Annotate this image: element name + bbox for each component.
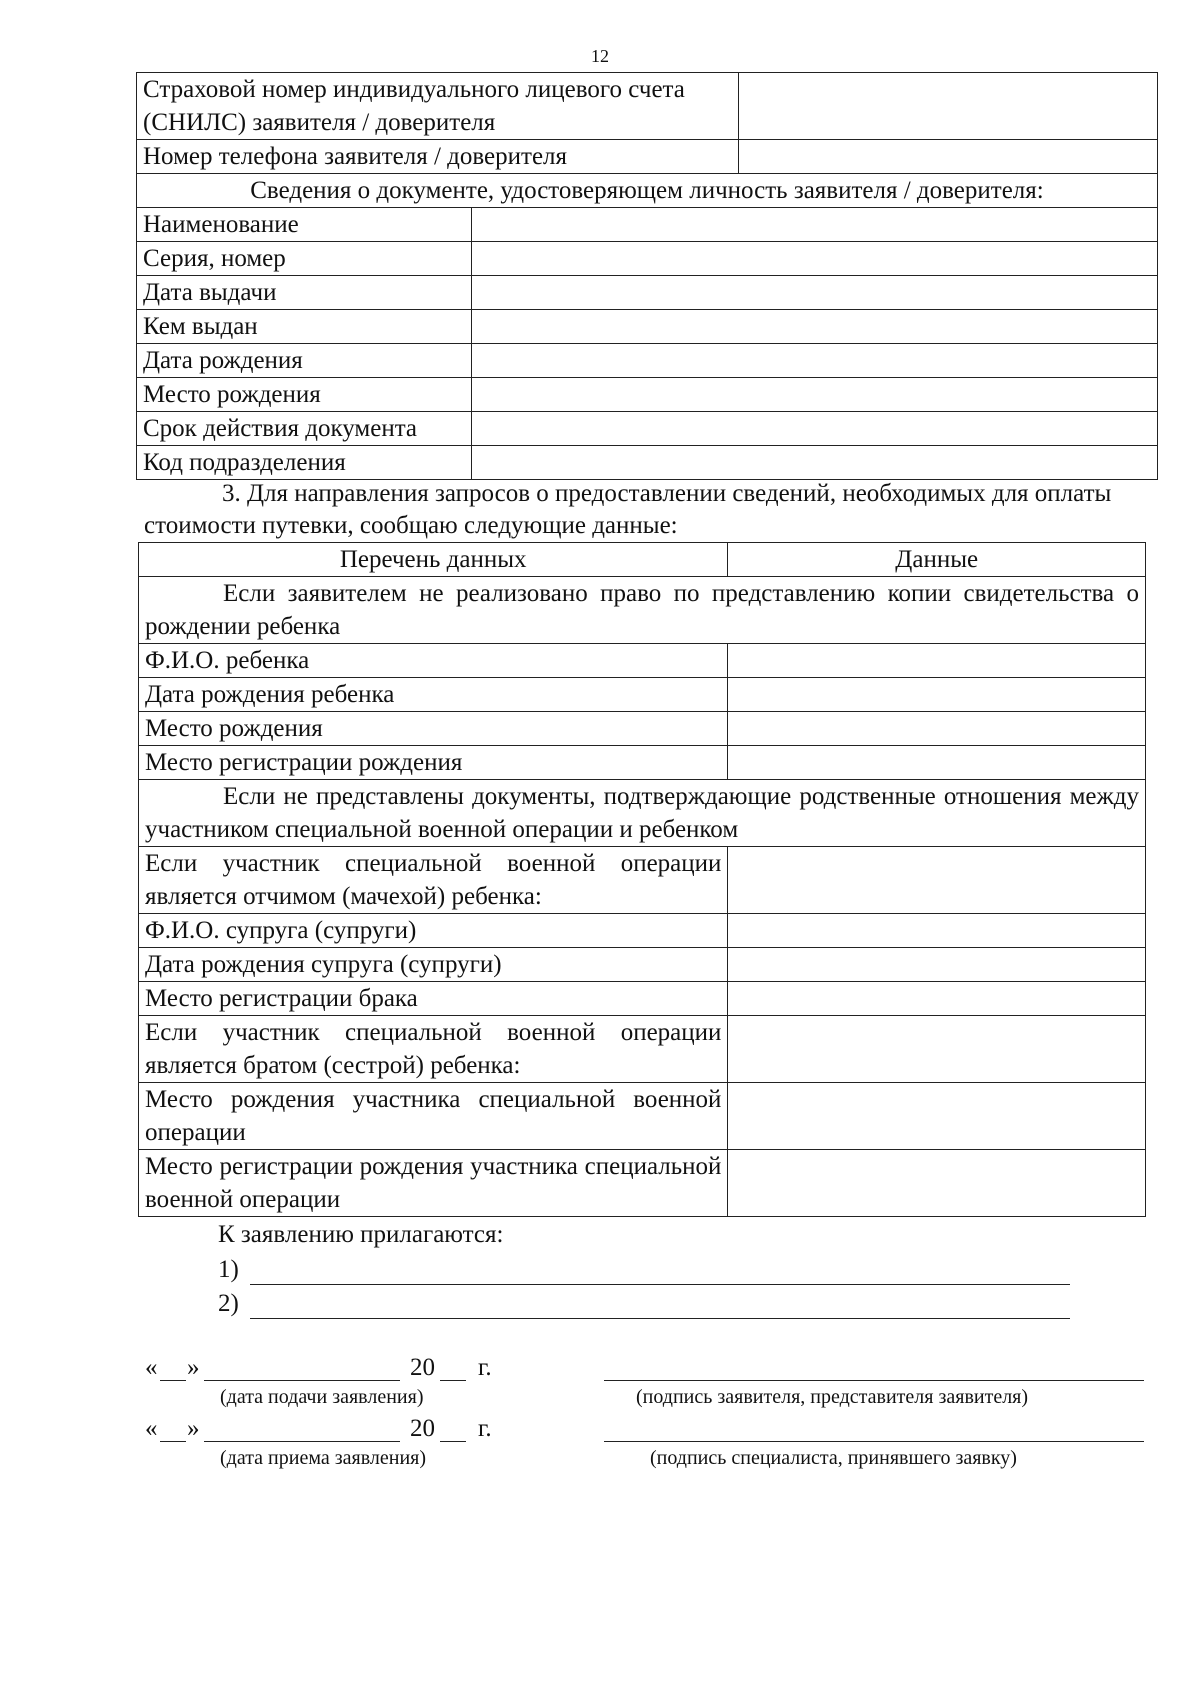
- applicant-signature-line[interactable]: [604, 1380, 1144, 1381]
- document-row-value-cell[interactable]: [471, 208, 1157, 242]
- phone-row: [137, 140, 1158, 174]
- data-row-value-cell[interactable]: [728, 712, 1146, 746]
- request-data-table: [138, 542, 1146, 1217]
- table-row: [137, 242, 1158, 276]
- data-row-value-cell[interactable]: [728, 914, 1146, 948]
- group-header-row: [139, 577, 1146, 644]
- document-header-row: [137, 174, 1158, 208]
- data-row-label: Дата рождения супруга (супруги): [139, 948, 728, 982]
- submission-date-quote-open: «: [145, 1354, 158, 1381]
- document-row-label: Место рождения: [137, 378, 472, 412]
- submission-year-suffix: г.: [478, 1354, 492, 1381]
- document-row-label: Наименование: [137, 208, 472, 242]
- data-row-label: Дата рождения ребенка: [139, 678, 728, 712]
- column-header-row: [139, 543, 1146, 577]
- column-header-data-list: Перечень данных: [139, 543, 728, 577]
- data-row-label: Если участник специальной военной операции является отчимом (мачехой) ребенка:: [139, 847, 728, 914]
- table-row: [139, 712, 1146, 746]
- document-row-label: Срок действия документа: [137, 412, 472, 446]
- table-row: [137, 310, 1158, 344]
- table-row: [137, 412, 1158, 446]
- data-row-label: Если участник специальной военной операции является братом (сестрой) ребенка:: [139, 1016, 728, 1083]
- snils-row: [137, 73, 1158, 140]
- section3-text: 3. Для направления запросов о предоставлении сведений, необходимых для оплаты стоимости путевки, сообщаю следующие данные:: [144, 480, 1112, 539]
- document-row-value-cell[interactable]: [471, 242, 1157, 276]
- snils-label: Страховой номер индивидуального лицевого счета (СНИЛС) заявителя / доверителя: [137, 73, 739, 140]
- data-row-label: Место регистрации брака: [139, 982, 728, 1016]
- submission-year-line[interactable]: [440, 1380, 466, 1381]
- table-row: [139, 914, 1146, 948]
- phone-label: Номер телефона заявителя / доверителя: [137, 140, 739, 174]
- document-row-label: Серия, номер: [137, 242, 472, 276]
- table-row: [139, 1083, 1146, 1150]
- data-row-value-cell[interactable]: [728, 847, 1146, 914]
- acceptance-month-line[interactable]: [204, 1441, 400, 1442]
- data-row-label: Место регистрации рождения: [139, 746, 728, 780]
- document-row-label: Кем выдан: [137, 310, 472, 344]
- attachment-item-2-line[interactable]: [250, 1318, 1070, 1319]
- data-row-label: Ф.И.О. ребенка: [139, 644, 728, 678]
- attachments-title: К заявлению прилагаются:: [218, 1221, 504, 1248]
- data-row-label: Место рождения участника специальной военной операции: [139, 1083, 728, 1150]
- snils-value-cell[interactable]: [739, 73, 1158, 140]
- phone-value-cell[interactable]: [739, 140, 1158, 174]
- table-row: [139, 678, 1146, 712]
- document-row-value-cell[interactable]: [471, 378, 1157, 412]
- page-number: 12: [591, 46, 609, 66]
- applicant-signature-caption: (подпись заявителя, представителя заявителя): [636, 1386, 1029, 1408]
- table-row: [137, 276, 1158, 310]
- data-row-value-cell[interactable]: [728, 1150, 1146, 1217]
- attachment-item-1-line[interactable]: [250, 1284, 1070, 1285]
- attachment-item-1-number: 1): [218, 1256, 239, 1283]
- data-row-value-cell[interactable]: [728, 1016, 1146, 1083]
- acceptance-year-line[interactable]: [440, 1441, 466, 1442]
- document-row-label: Код подразделения: [137, 446, 472, 480]
- table-row: [139, 982, 1146, 1016]
- specialist-signature-line[interactable]: [604, 1441, 1144, 1442]
- data-row-label: Ф.И.О. супруга (супруги): [139, 914, 728, 948]
- document-header: Сведения о документе, удостоверяющем личность заявителя / доверителя:: [137, 174, 1158, 208]
- table-row: [139, 847, 1146, 914]
- data-row-label: Место регистрации рождения участника специальной военной операции: [139, 1150, 728, 1217]
- table-row: [139, 948, 1146, 982]
- data-row-label: Место рождения: [139, 712, 728, 746]
- specialist-signature-caption: (подпись специалиста, принявшего заявку): [650, 1447, 1017, 1469]
- table-row: [139, 1150, 1146, 1217]
- group-header-row: [139, 780, 1146, 847]
- acceptance-year-prefix: 20: [410, 1415, 435, 1442]
- table-row: [137, 378, 1158, 412]
- document-row-label: Дата выдачи: [137, 276, 472, 310]
- applicant-identity-table: [136, 72, 1158, 480]
- data-row-value-cell[interactable]: [728, 1083, 1146, 1150]
- table-row: [137, 446, 1158, 480]
- table-row: [137, 208, 1158, 242]
- document-row-value-cell[interactable]: [471, 276, 1157, 310]
- document-row-value-cell[interactable]: [471, 310, 1157, 344]
- acceptance-date-quote-close: »: [187, 1415, 200, 1442]
- group1-header: Если заявителем не реализовано право по представлению копии свидетельства о рождении ребенка: [139, 577, 1146, 644]
- document-row-value-cell[interactable]: [471, 446, 1157, 480]
- acceptance-date-caption: (дата приема заявления): [220, 1447, 427, 1469]
- data-row-value-cell[interactable]: [728, 948, 1146, 982]
- table-row: [139, 1016, 1146, 1083]
- table-row: [139, 644, 1146, 678]
- data-row-value-cell[interactable]: [728, 678, 1146, 712]
- document-row-value-cell[interactable]: [471, 344, 1157, 378]
- submission-year-prefix: 20: [410, 1354, 435, 1381]
- data-row-value-cell[interactable]: [728, 982, 1146, 1016]
- data-row-value-cell[interactable]: [728, 746, 1146, 780]
- column-header-data: Данные: [728, 543, 1146, 577]
- submission-month-line[interactable]: [204, 1380, 400, 1381]
- table-row: [137, 344, 1158, 378]
- acceptance-year-suffix: г.: [478, 1415, 492, 1442]
- data-row-value-cell[interactable]: [728, 644, 1146, 678]
- submission-day-line[interactable]: [160, 1380, 186, 1381]
- submission-date-quote-close: »: [187, 1354, 200, 1381]
- document-row-label: Дата рождения: [137, 344, 472, 378]
- attachment-item-2-number: 2): [218, 1290, 239, 1317]
- group2-header: Если не представлены документы, подтверждающие родственные отношения между участником специальной военной операции и ребенком: [139, 780, 1146, 847]
- acceptance-date-quote-open: «: [145, 1415, 158, 1442]
- table-row: [139, 746, 1146, 780]
- acceptance-day-line[interactable]: [160, 1441, 186, 1442]
- submission-date-caption: (дата подачи заявления): [220, 1386, 424, 1408]
- document-row-value-cell[interactable]: [471, 412, 1157, 446]
